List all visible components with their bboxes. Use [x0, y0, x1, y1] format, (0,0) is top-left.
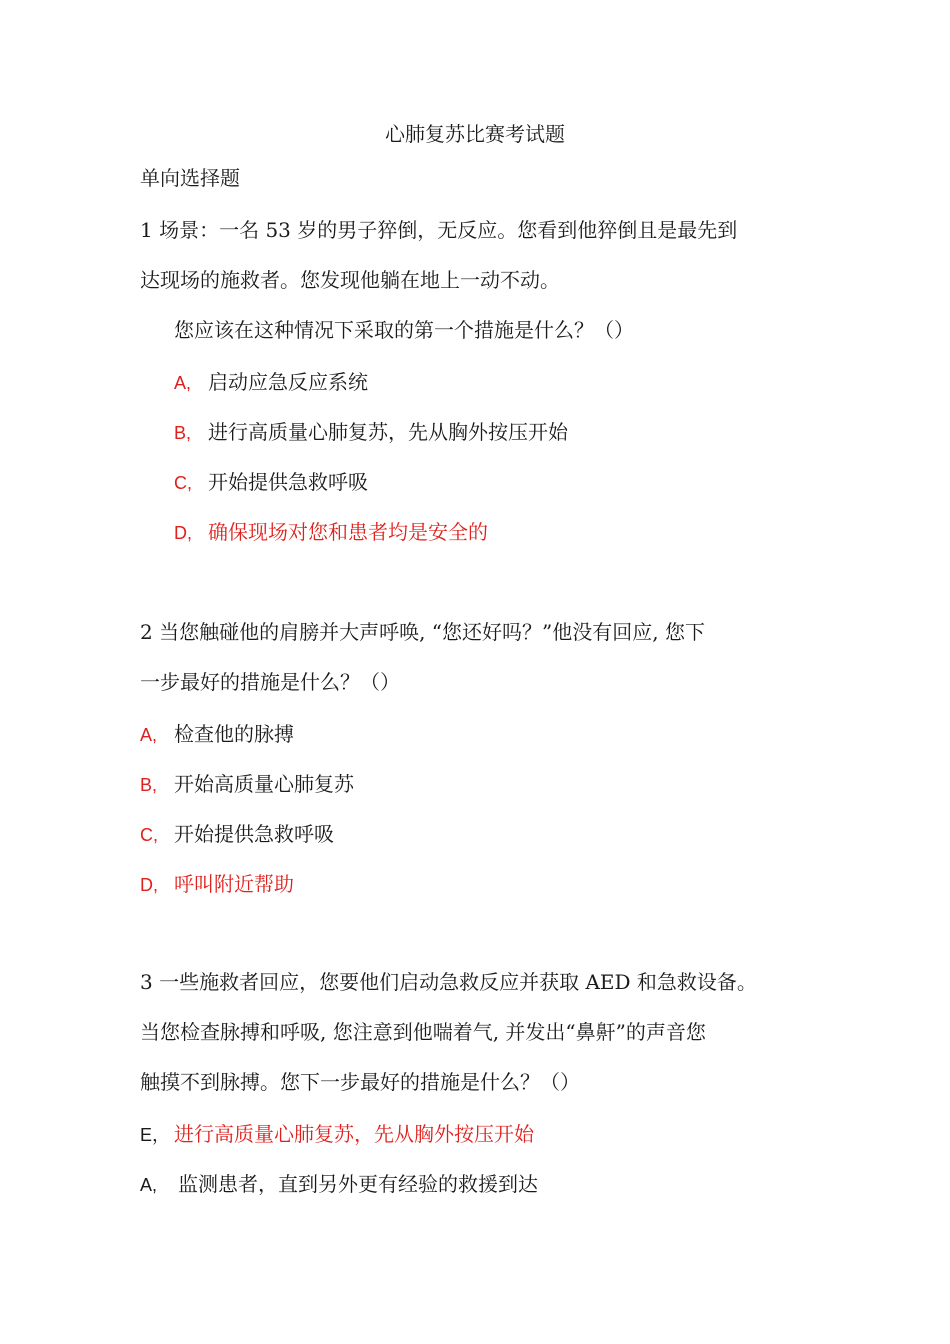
q1-option-d-correct — [174, 518, 488, 547]
question-1-line-3: 您应该在这种情况下采取的第一个措施是什么？（） — [174, 318, 634, 342]
option-letter: D, — [140, 875, 158, 895]
q1-option-c — [174, 468, 368, 497]
question-3-line-1: 3 一些施救者回应，您要他们启动急救反应并获取 AED 和急救设备。 — [140, 970, 757, 994]
question-3-line-3: 触摸不到脉搏。您下一步最好的措施是什么？（） — [140, 1070, 580, 1094]
q2-option-b — [140, 770, 354, 799]
option-letter: A, — [174, 373, 192, 393]
option-letter: A, — [140, 1175, 158, 1195]
q2-option-a — [140, 720, 294, 749]
option-text: 进行高质量心肺复苏，先从胸外按压开始 — [174, 1122, 534, 1146]
option-text: 检查他的脉搏 — [174, 722, 294, 746]
q2-option-d-correct — [140, 870, 294, 899]
q1-option-b — [174, 418, 568, 447]
option-text: 开始提供急救呼吸 — [208, 470, 368, 494]
q3-option-e-correct — [140, 1120, 534, 1149]
option-text: 进行高质量心肺复苏，先从胸外按压开始 — [208, 420, 568, 444]
question-1-line-1: 1 场景：一名 53 岁的男子猝倒，无反应。您看到他猝倒且是最先到 — [140, 218, 738, 242]
option-letter: C, — [174, 473, 192, 493]
option-text: 确保现场对您和患者均是安全的 — [208, 520, 488, 544]
option-text: 开始高质量心肺复苏 — [174, 772, 354, 796]
q1-option-a — [174, 368, 368, 397]
option-letter: B, — [140, 775, 158, 795]
option-text: 开始提供急救呼吸 — [174, 822, 334, 846]
option-letter: E， — [140, 1125, 171, 1145]
option-letter: A, — [140, 725, 158, 745]
option-text: 呼叫附近帮助 — [174, 872, 294, 896]
option-text: 启动应急反应系统 — [208, 370, 368, 394]
section-heading: 单向选择题 — [140, 166, 240, 190]
option-text: 监测患者，直到另外更有经验的救援到达 — [178, 1172, 538, 1196]
q3-option-a — [140, 1170, 538, 1199]
option-letter: D, — [174, 523, 192, 543]
question-2-line-2: 一步最好的措施是什么？（） — [140, 670, 400, 694]
question-1-line-2: 达现场的施救者。您发现他躺在地上一动不动。 — [140, 268, 560, 292]
question-2-line-1: 2 当您触碰他的肩膀并大声呼唤, “您还好吗？”他没有回应, 您下 — [140, 620, 705, 644]
page-title: 心肺复苏比赛考试题 — [385, 122, 565, 146]
question-3-line-2: 当您检查脉搏和呼吸, 您注意到他喘着气, 并发出“鼻鼾”的声音您 — [140, 1020, 706, 1044]
option-letter: B, — [174, 423, 192, 443]
q2-option-c — [140, 820, 334, 849]
option-letter: C, — [140, 825, 158, 845]
